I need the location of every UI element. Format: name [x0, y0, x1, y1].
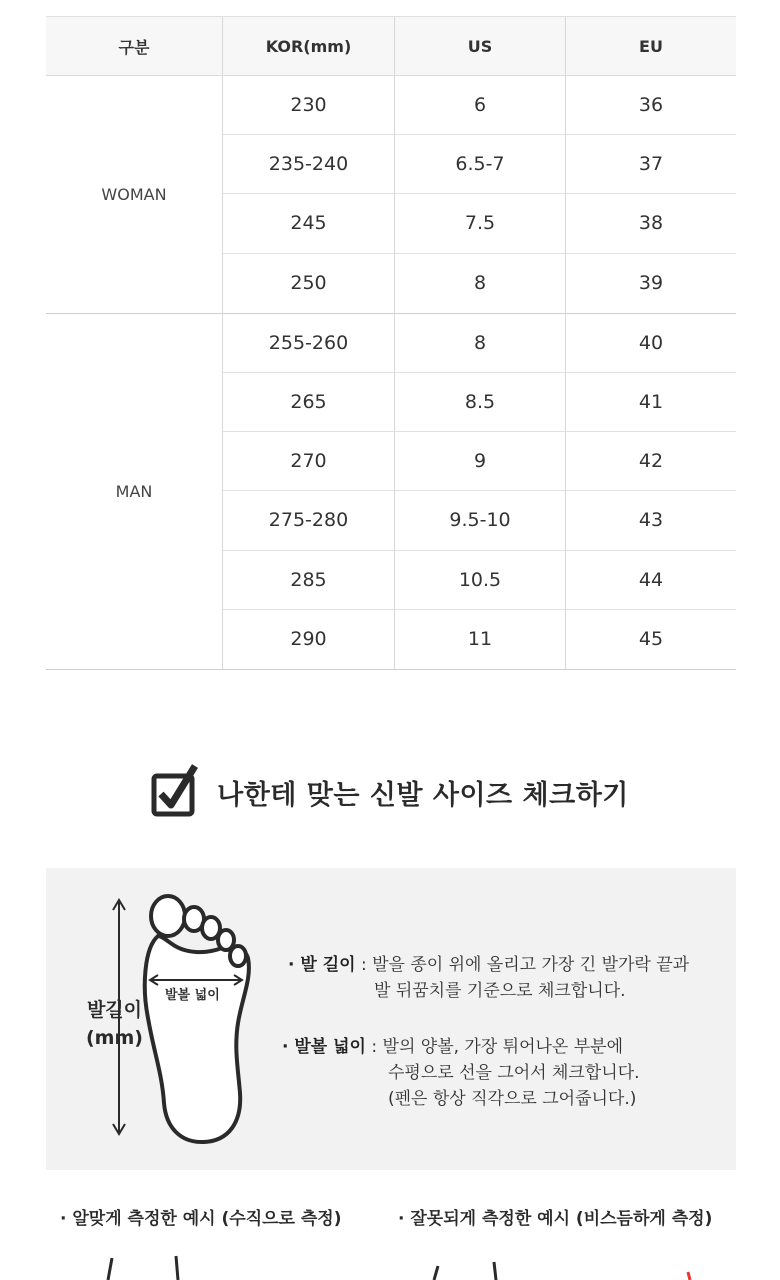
cell-us: 9 [394, 432, 565, 491]
width-description [282, 1034, 728, 1112]
table-row [222, 254, 736, 313]
header-eu: EU [565, 17, 736, 75]
header-kor: KOR(mm) [222, 17, 394, 75]
cell-eu: 43 [565, 491, 736, 550]
cell-kor: 275-280 [222, 491, 394, 550]
cell-eu: 42 [565, 432, 736, 491]
width-desc-2: 수평으로 선을 그어서 체크합니다. [388, 1063, 640, 1083]
cell-kor: 270 [222, 432, 394, 491]
cell-us: 6.5-7 [394, 135, 565, 194]
cell-kor: 290 [222, 610, 394, 669]
table-row [222, 610, 736, 669]
cell-eu: 44 [565, 551, 736, 610]
cell-kor: 265 [222, 373, 394, 432]
cell-us: 10.5 [394, 551, 565, 610]
cell-us: 7.5 [394, 194, 565, 253]
cell-kor: 285 [222, 551, 394, 610]
foot-length-label [86, 996, 143, 1052]
cell-kor: 245 [222, 194, 394, 253]
foot-length-unit: (mm) [86, 1027, 143, 1049]
table-row [222, 432, 736, 491]
table-row [222, 76, 736, 135]
cell-eu: 41 [565, 373, 736, 432]
length-term: · 발 길이 [288, 955, 356, 975]
cell-kor: 250 [222, 254, 394, 313]
width-desc-1: : 발의 양볼, 가장 튀어나온 부분에 [365, 1037, 624, 1057]
check-heading-title: 나한테 맞는 신발 사이즈 체크하기 [217, 779, 629, 811]
checkbox-check-icon [151, 762, 199, 822]
group-man [46, 314, 736, 670]
cell-us: 11 [394, 610, 565, 669]
cell-kor: 230 [222, 76, 394, 135]
cell-us: 8 [394, 314, 565, 373]
cell-us: 8.5 [394, 373, 565, 432]
header-us: US [394, 17, 565, 75]
table-row [222, 551, 736, 610]
cell-kor: 255-260 [222, 314, 394, 373]
cell-eu: 40 [565, 314, 736, 373]
length-desc-2: 발 뒤꿈치를 기준으로 체크합니다. [374, 981, 626, 1001]
cell-eu: 39 [565, 254, 736, 313]
table-header-row [46, 16, 736, 76]
check-heading [0, 762, 780, 822]
wrong-example-caption: · 잘못되게 측정한 예시 (비스듬하게 측정) [398, 1209, 713, 1229]
cell-eu: 37 [565, 135, 736, 194]
table-row [222, 194, 736, 253]
example-drawings-partial [0, 1252, 780, 1280]
length-desc-1: : 발을 종이 위에 올리고 가장 긴 발가락 끝과 [355, 955, 690, 975]
cell-us: 6 [394, 76, 565, 135]
table-row [222, 135, 736, 194]
cell-eu: 38 [565, 194, 736, 253]
size-table [46, 16, 736, 670]
group-woman [46, 76, 736, 314]
group-label-man: MAN [115, 481, 153, 501]
correct-example-caption: · 알맞게 측정한 예시 (수직으로 측정) [60, 1209, 342, 1229]
cell-us: 9.5-10 [394, 491, 565, 550]
foot-length-label-text: 발길이 [86, 999, 143, 1021]
width-desc-3: (펜은 항상 직각으로 그어줍니다.) [388, 1089, 637, 1109]
table-row [222, 491, 736, 550]
table-row [222, 373, 736, 432]
cell-eu: 45 [565, 610, 736, 669]
cell-eu: 36 [565, 76, 736, 135]
cell-kor: 235-240 [222, 135, 394, 194]
foot-width-label: 발볼 넓이 [165, 988, 220, 1003]
measurement-guide-panel [46, 868, 736, 1170]
length-description [288, 952, 728, 1004]
foot-diagram [46, 868, 736, 1170]
table-row [222, 314, 736, 373]
header-category: 구분 [118, 37, 150, 57]
width-term: · 발볼 넓이 [282, 1037, 366, 1057]
cell-us: 8 [394, 254, 565, 313]
group-label-woman: WOMAN [101, 184, 167, 204]
